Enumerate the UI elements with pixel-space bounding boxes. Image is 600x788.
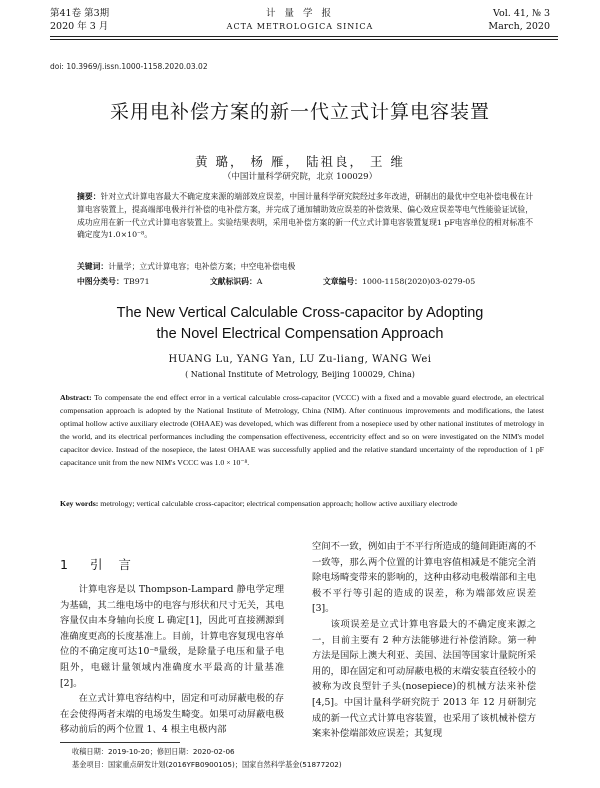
- title-en-line2: the Novel Electrical Compensation Approach: [156, 326, 444, 342]
- footnote-received: 收稿日期：2019-10-20；修回日期：2020-02-06: [72, 747, 235, 756]
- section-heading: [60, 555, 137, 573]
- doi: doi: 10.3969/j.issn.1000-1158.2020.03.02: [50, 62, 208, 71]
- keywords-en: [60, 497, 544, 510]
- document-code: 文献标识码：A: [210, 277, 263, 286]
- left-paragraph-2: 在立式计算电容结构中，固定和可动屏蔽电极的存在会使得两者末端的电场发生畸变。如果可动屏蔽电极移动前后的两个位置 1、4 根主电极内部: [60, 693, 284, 736]
- authors-en: HUANG Lu, YANG Yan, LU Zu-liang, WANG Wei: [168, 354, 432, 365]
- affiliation-zh: （中国计量科学研究院，北京 100029）: [222, 172, 378, 182]
- title-en-line1: The New Vertical Calculable Cross-capacitor by Adopting: [116, 305, 484, 321]
- header-journal-en: ACTA METROLOGICA SINICA: [226, 22, 374, 31]
- header-date-zh: 2020 年 3 月: [50, 21, 109, 32]
- abstract-zh-text: 针对立式计算电容最大不确定度来源的端部效应误差，中国计量科学研究院经过多年改进，研制出的最优中空电补偿电极在计算电容装置上，提高端部电极并行补偿的电补偿方案，并完成了通加辅助效应误差的补偿效果、偏心效应误差等电气性能验证试验，成功应用在新一代立式计算电容装置上。实验结果表明，采用电补偿方案的新一代立式计算电容装置复现1 pF电容单位的相对标准不确定度为1.0×10⁻⁸。: [77, 192, 533, 240]
- body-column-left: [60, 582, 284, 738]
- keywords-en-label: Key words:: [60, 499, 99, 508]
- footnote-rule: [60, 742, 180, 743]
- abstract-en-label: Abstract:: [60, 393, 92, 402]
- keywords-zh-label: 关键词：: [77, 262, 109, 271]
- authors-zh: 黄 璐， 杨 雁， 陆祖良， 王 维: [195, 154, 405, 169]
- header-volume-en: Vol. 41, № 3: [493, 8, 550, 19]
- header-journal-zh: 计 量 学 报: [265, 8, 335, 19]
- page-title-zh: 采用电补偿方案的新一代立式计算电容装置: [109, 101, 490, 123]
- abstract-zh: [77, 191, 533, 242]
- header-rule-bottom: [50, 39, 558, 40]
- affiliation-en: ( National Institute of Metrology, Beijing 100029, China): [185, 370, 415, 379]
- right-paragraph-1: 空间不一致，例如由于不平行所造成的缝间距距离的不一致等，那么两个位置的计算电容值相减是不能完全消除电场畸变带来的影响的，这种由移动电极端部和主电极不平行等引起的造成的误差，称为端部效应误差[3]。: [312, 541, 536, 615]
- abstract-en: [60, 391, 544, 469]
- right-paragraph-2: 该项误差是立式计算电容最大的不确定度来源之一，目前主要有 2 种方法能够进行补偿消除。第一种方法是国际上澳大利亚、美国、法国等国家计量院所采用的，即在固定和可动屏蔽电极的末端安装直径较小的被称为改良型针子头(nosepiece)的机械方法来补偿[4,5]。中国计量科学研究院于 2013 年 12 月研制完成的新一代立式计算电容装置，也采用了该机械补偿方案来补偿端部效应误差；其复现: [312, 618, 536, 740]
- keywords-en-text: metrology; vertical calculable cross-capacitor; electrical compensation approach; hollow active auxiliary electrode: [100, 499, 458, 508]
- abstract-zh-label: 摘要：: [77, 192, 101, 201]
- keywords-zh: [77, 261, 533, 272]
- section-number: 1: [60, 557, 68, 572]
- footnote-fund: 基金项目：国家重点研发计划(2016YFB0900105)；国家自然科学基金(51877202): [72, 760, 342, 769]
- header-date-en: March, 2020: [488, 21, 550, 32]
- article-number: 文章编号：1000-1158(2020)03-0279-05: [323, 277, 476, 286]
- section-title: 引 言: [89, 557, 137, 572]
- page-title-en: [0, 303, 600, 345]
- header-rule-top: [50, 36, 558, 37]
- clc-number: 中图分类号：TB971: [77, 277, 150, 286]
- body-column-right: [312, 539, 536, 742]
- left-paragraph-1: 计算电容是以 Thompson-Lampard 静电学定理为基础，其二维电场中的电容与形状和尺寸无关，其电容量仅由本身轴向长度 L 确定[1]，因此可直接溯源到准确度更高的长度基准上。目前，计算电容复现电容单位的不确定度可达10⁻⁸量级，是除量子电压和量子电阻外，电磁计量领域内准确度水平最高的计量基准[2]。: [60, 584, 284, 689]
- keywords-zh-text: 计量学；立式计算电容；电补偿方案；中空电补偿电极: [108, 262, 296, 271]
- header-volume-zh: 第41卷 第3期: [50, 8, 110, 19]
- abstract-en-text: To compensate the end effect error in a vertical calculable cross-capacitor (VCCC) with a fixed and a movable guard electrode, an electrical compensation approach is adopted by the National Institute of Metrology, China (NIM). After continuous improvements and modifications, the latest optimal hollow active auxiliary electrode (OHAAE) was developed, which was different from a nosepiece used by other national institutes of metrology in the world, and its electrical performances including the compensation effectiveness, eccentricity effect and so on were investigated on the NIM's model capacitor device. Instead of the nosepiece, the latest OHAAE was successfully applied and the relative standard uncertainty of the reproduction of 1 pF capacitance unit from the new NIM's VCCC was 1.0 × 10⁻⁸.: [60, 393, 544, 467]
